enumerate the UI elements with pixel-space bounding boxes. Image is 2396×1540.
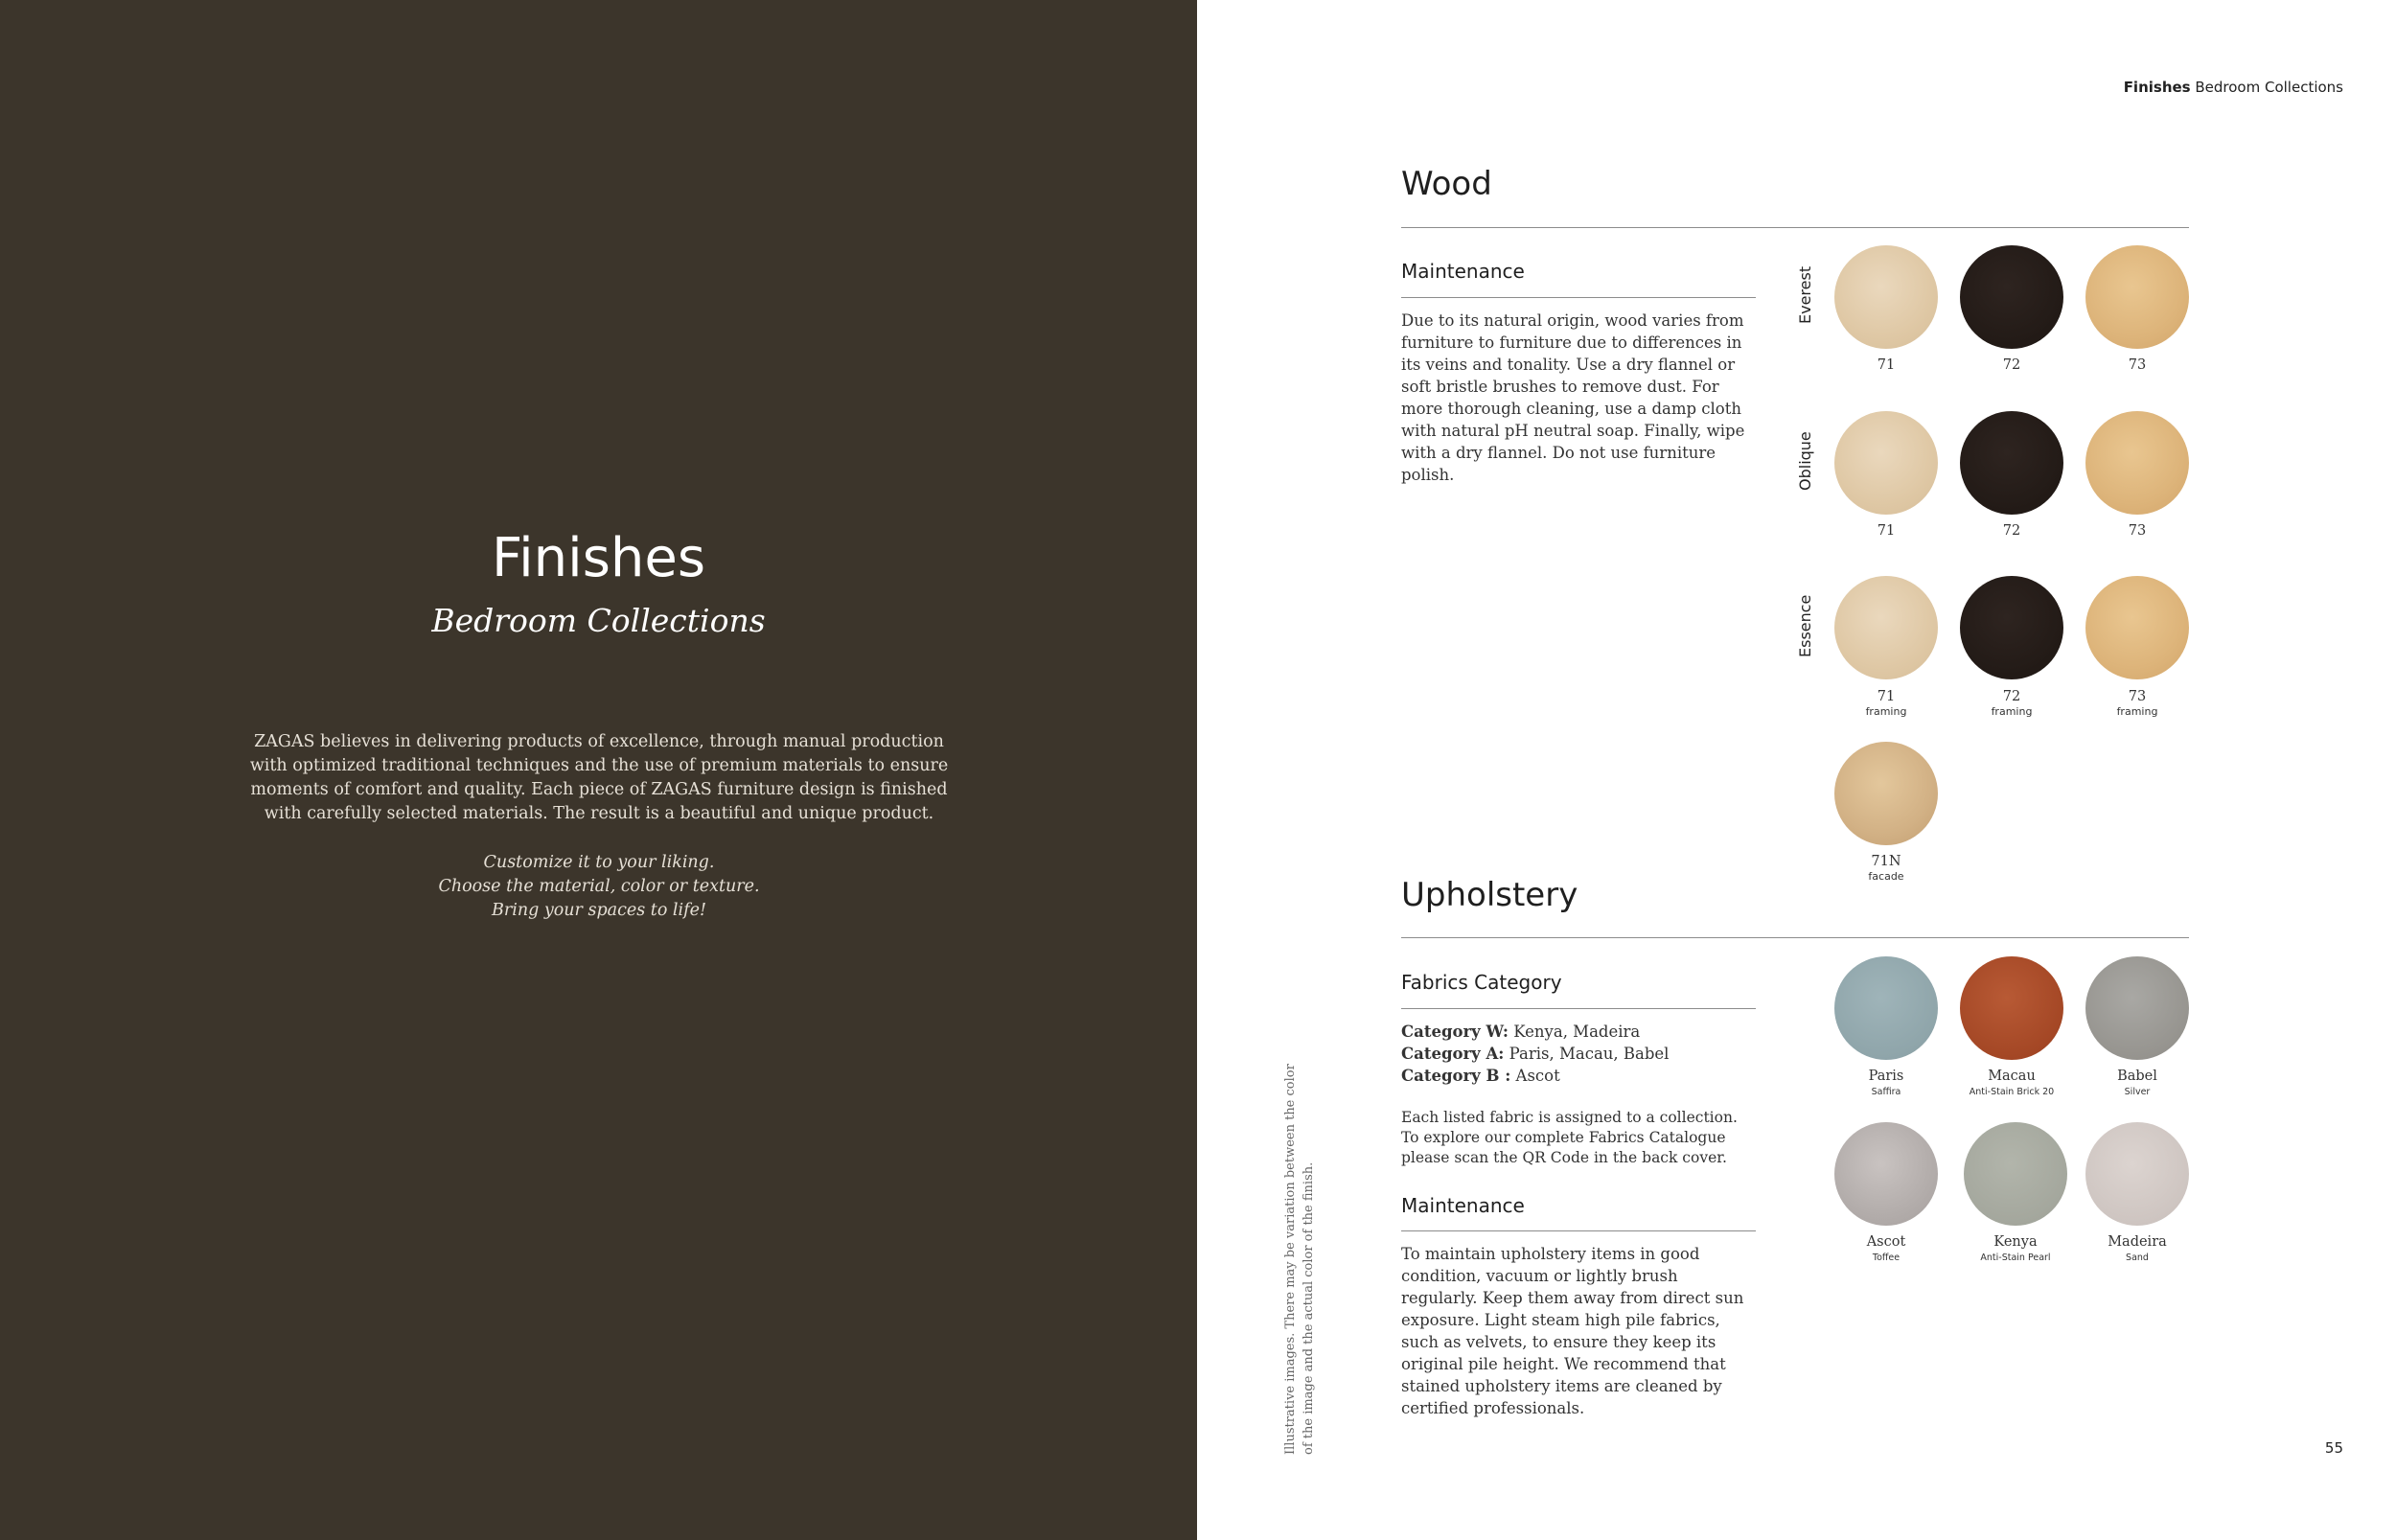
wood-swatch-everest-72 <box>1960 245 2063 349</box>
fabric-swatch-kenya <box>1964 1122 2067 1226</box>
wood-swatch-essence-71n <box>1834 742 1938 845</box>
disclaimer-line: of the image and the actual color of the finish. <box>1302 1161 1316 1455</box>
category-label: Category W: <box>1401 1023 1509 1041</box>
wood-swatch-oblique-71 <box>1834 411 1938 515</box>
wood-maintenance-heading: Maintenance <box>1401 260 1525 283</box>
swatch-code: 73 <box>2128 689 2147 704</box>
fabric-variant: Toffee <box>1872 1253 1901 1263</box>
fabric-variant: Sand <box>2126 1253 2149 1263</box>
category-line <box>1401 1021 1758 1043</box>
swatch-code: 71 <box>1877 357 1896 373</box>
swatch-code: 72 <box>2002 689 2021 704</box>
intro-paragraph: ZAGAS believes in delivering products of excellence, through manual production with optimized traditional techniques and the use of premium materials to ensure moments of comfort and quality. Each piece of ZAGAS furniture design is finished with carefully selected materials. The result is a beautiful and unique product. <box>249 732 949 823</box>
swatch-code: 72 <box>2002 357 2021 373</box>
upholstery-maintenance-divider <box>1401 1230 1756 1231</box>
fabric-name: Ascot <box>1866 1234 1906 1250</box>
fabrics-category-heading: Fabrics Category <box>1401 971 1562 994</box>
fabric-swatch-paris <box>1834 956 1938 1060</box>
category-value: Ascot <box>1510 1067 1560 1085</box>
disclaimer-line: Illustrative images. There may be variation between the color <box>1283 1064 1298 1455</box>
fabric-swatch-madeira <box>2085 1122 2189 1226</box>
wood-maintenance-text: Due to its natural origin, wood varies from furniture to furniture due to differences in its veins and tonality. Use a dry flannel or soft bristle brushes to remove dust. For more thorough cleaning, use a damp cloth with natural pH neutral soap. Finally, wipe with a dry flannel. Do not use furniture polish. <box>1401 311 1745 484</box>
upholstery-maintenance-heading: Maintenance <box>1401 1194 1525 1217</box>
wood-swatch-essence-71 <box>1834 576 1938 679</box>
fabric-swatch-macau <box>1960 956 2063 1060</box>
category-label: Category B : <box>1401 1067 1511 1085</box>
swatch-code: 71 <box>1877 689 1896 704</box>
collection-label-everest: Everest <box>1796 265 1814 324</box>
category-list <box>1401 1021 1758 1087</box>
swatch-sublabel: framing <box>1991 705 2033 718</box>
page-title: Finishes <box>491 527 706 589</box>
category-value: Kenya, Madeira <box>1509 1023 1641 1041</box>
fabric-name: Kenya <box>1993 1234 2038 1250</box>
tagline-line: Choose the material, color or texture. <box>438 877 760 896</box>
wood-swatch-essence-73 <box>2085 576 2189 679</box>
swatch-sublabel: framing <box>2116 705 2158 718</box>
page-number: 55 <box>2324 1439 2343 1457</box>
header-bold: Finishes <box>2123 79 2191 96</box>
fabric-swatch-babel <box>2085 956 2189 1060</box>
fabrics-category-divider <box>1401 1008 1756 1009</box>
tagline-line: Bring your spaces to life! <box>492 901 706 920</box>
swatch-sublabel: facade <box>1868 870 1904 883</box>
swatch-code: 71N <box>1871 854 1901 869</box>
fabric-variant: Saffira <box>1871 1087 1901 1097</box>
collection-label-essence: Essence <box>1796 594 1814 657</box>
swatch-code: 72 <box>2002 523 2021 539</box>
swatch-sublabel: framing <box>1865 705 1907 718</box>
category-line <box>1401 1065 1758 1087</box>
fabric-variant: Anti-Stain Pearl <box>1980 1253 2051 1263</box>
fabric-variant: Silver <box>2124 1087 2151 1097</box>
fabric-variant: Anti-Stain Brick 20 <box>1969 1087 2055 1097</box>
category-line <box>1401 1043 1758 1065</box>
wood-swatch-everest-71 <box>1834 245 1938 349</box>
tagline <box>240 851 958 923</box>
upholstery-divider <box>1401 937 2189 938</box>
category-value: Paris, Macau, Babel <box>1504 1045 1670 1063</box>
upholstery-maintenance-text: To maintain upholstery items in good condition, vacuum or lightly brush regularly. Keep them away from direct sun exposure. Light steam high pile fabrics, such as velvets, to ensure they keep its original pile height. We recommend that stained upholstery items are cleaned by certified professionals. <box>1401 1245 1744 1417</box>
fabrics-note: Each listed fabric is assigned to a collection. To explore our complete Fabrics Catalogue please scan the QR Code in the back cover. <box>1401 1109 1738 1166</box>
collection-label-oblique: Oblique <box>1796 431 1814 491</box>
fabric-name: Madeira <box>2108 1234 2167 1250</box>
wood-swatch-oblique-73 <box>2085 411 2189 515</box>
page-subtitle: Bedroom Collections <box>431 602 766 639</box>
header-rest: Bedroom Collections <box>2190 79 2343 96</box>
fabric-name: Macau <box>1988 1069 2036 1084</box>
illustrative-disclaimer <box>1281 1064 1318 1455</box>
content-page <box>1197 0 2396 1540</box>
cover-panel <box>0 0 1197 1540</box>
wood-swatch-essence-72 <box>1960 576 2063 679</box>
swatch-code: 73 <box>2128 357 2147 373</box>
wood-maintenance-divider <box>1401 297 1756 298</box>
fabric-name: Babel <box>2117 1069 2157 1084</box>
swatch-code: 71 <box>1877 523 1896 539</box>
fabric-swatch-ascot <box>1834 1122 1938 1226</box>
wood-divider <box>1401 227 2189 228</box>
tagline-line: Customize it to your liking. <box>483 853 715 872</box>
swatch-code: 73 <box>2128 523 2147 539</box>
running-header <box>2124 79 2343 96</box>
category-label: Category A: <box>1401 1045 1505 1063</box>
wood-heading: Wood <box>1401 165 1492 203</box>
upholstery-heading: Upholstery <box>1401 876 1578 914</box>
fabric-name: Paris <box>1868 1069 1904 1084</box>
wood-swatch-everest-73 <box>2085 245 2189 349</box>
wood-swatch-oblique-72 <box>1960 411 2063 515</box>
